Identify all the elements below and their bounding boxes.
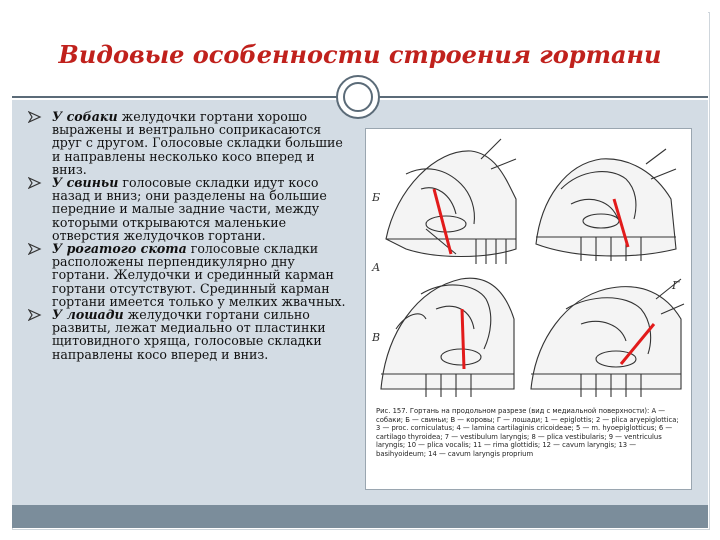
larynx-section-dog [536,149,676,261]
arrow-bullet-icon [28,309,42,321]
bullet-emphasis: У рогатого скота [52,241,187,257]
bullet-text: голосовые складки идут косо назад и вниз; они разделены на большие передние и малые задние части, между которыми открываются маленькие отверстия желудочков гортани. [52,175,327,243]
bullet-list [28,110,348,361]
arrow-bullet-icon [28,177,42,189]
bullet-item [28,308,348,361]
arrow-bullet-icon [28,111,42,123]
bullet-emphasis: У свиньи [52,175,119,191]
bullet-text: желудочки гортани сильно развиты, лежат медиально от пластинки щитовидного хряща, голосовые складки направлены косо вперед и вниз. [52,307,326,362]
arrow-bullet-icon [28,243,42,255]
panel-label-a: А [372,261,381,274]
bullet-item [28,176,348,242]
bullet-text: желудочки гортани хорошо выражены и вентрально соприкасаются друг с другом. Голосовые складки большие и направлены несколько косо вперед и вниз. [52,109,343,177]
bullet-item [28,242,348,308]
bullet-text: голосовые складки расположены перпендикулярно дну гортани. Желудочки и срединный карман гортани отсутствуют. Срединный карман гортани имеется только у мелких жвачных. [52,241,346,309]
larynx-section-pig [386,139,516,264]
larynx-section-horse [531,279,684,397]
larynx-figure [365,128,692,490]
panel-label-v: В [372,331,381,344]
bullet-emphasis: У лошади [52,307,124,323]
bullet-item [28,110,348,176]
panel-label-g: Г [672,279,680,292]
figure-caption: Рис. 157. Гортань на продольном разрезе (вид с медиальной поверхности): А — собаки; Б — свиньи; В — коровы; Г — лошади; 1 — epiglottis; 2 — plica aryepiglottica; 3 — proc. corniculatus; 4 — lamina cartilaginis cricoideae; 5 — m. hyoepiglotticus; 6 — cartilago thyroidea; 7 — vestibulum laryngis; 8 — plica vestibularis; 9 — ventriculus laryngis; 10 — plica vocalis; 11 — rima glottidis; 12 — cavum laryngis; 13 — basihyoideum; 14 — cavum laryngis proprium [376,407,679,458]
larynx-illustration [366,129,691,409]
footer-band [12,505,708,528]
panel-label-b: Б [372,191,381,204]
slide-title: Видовые особенности строения гортани [58,40,662,69]
larynx-section-cow [381,278,514,397]
bullet-emphasis: У собаки [52,109,118,124]
